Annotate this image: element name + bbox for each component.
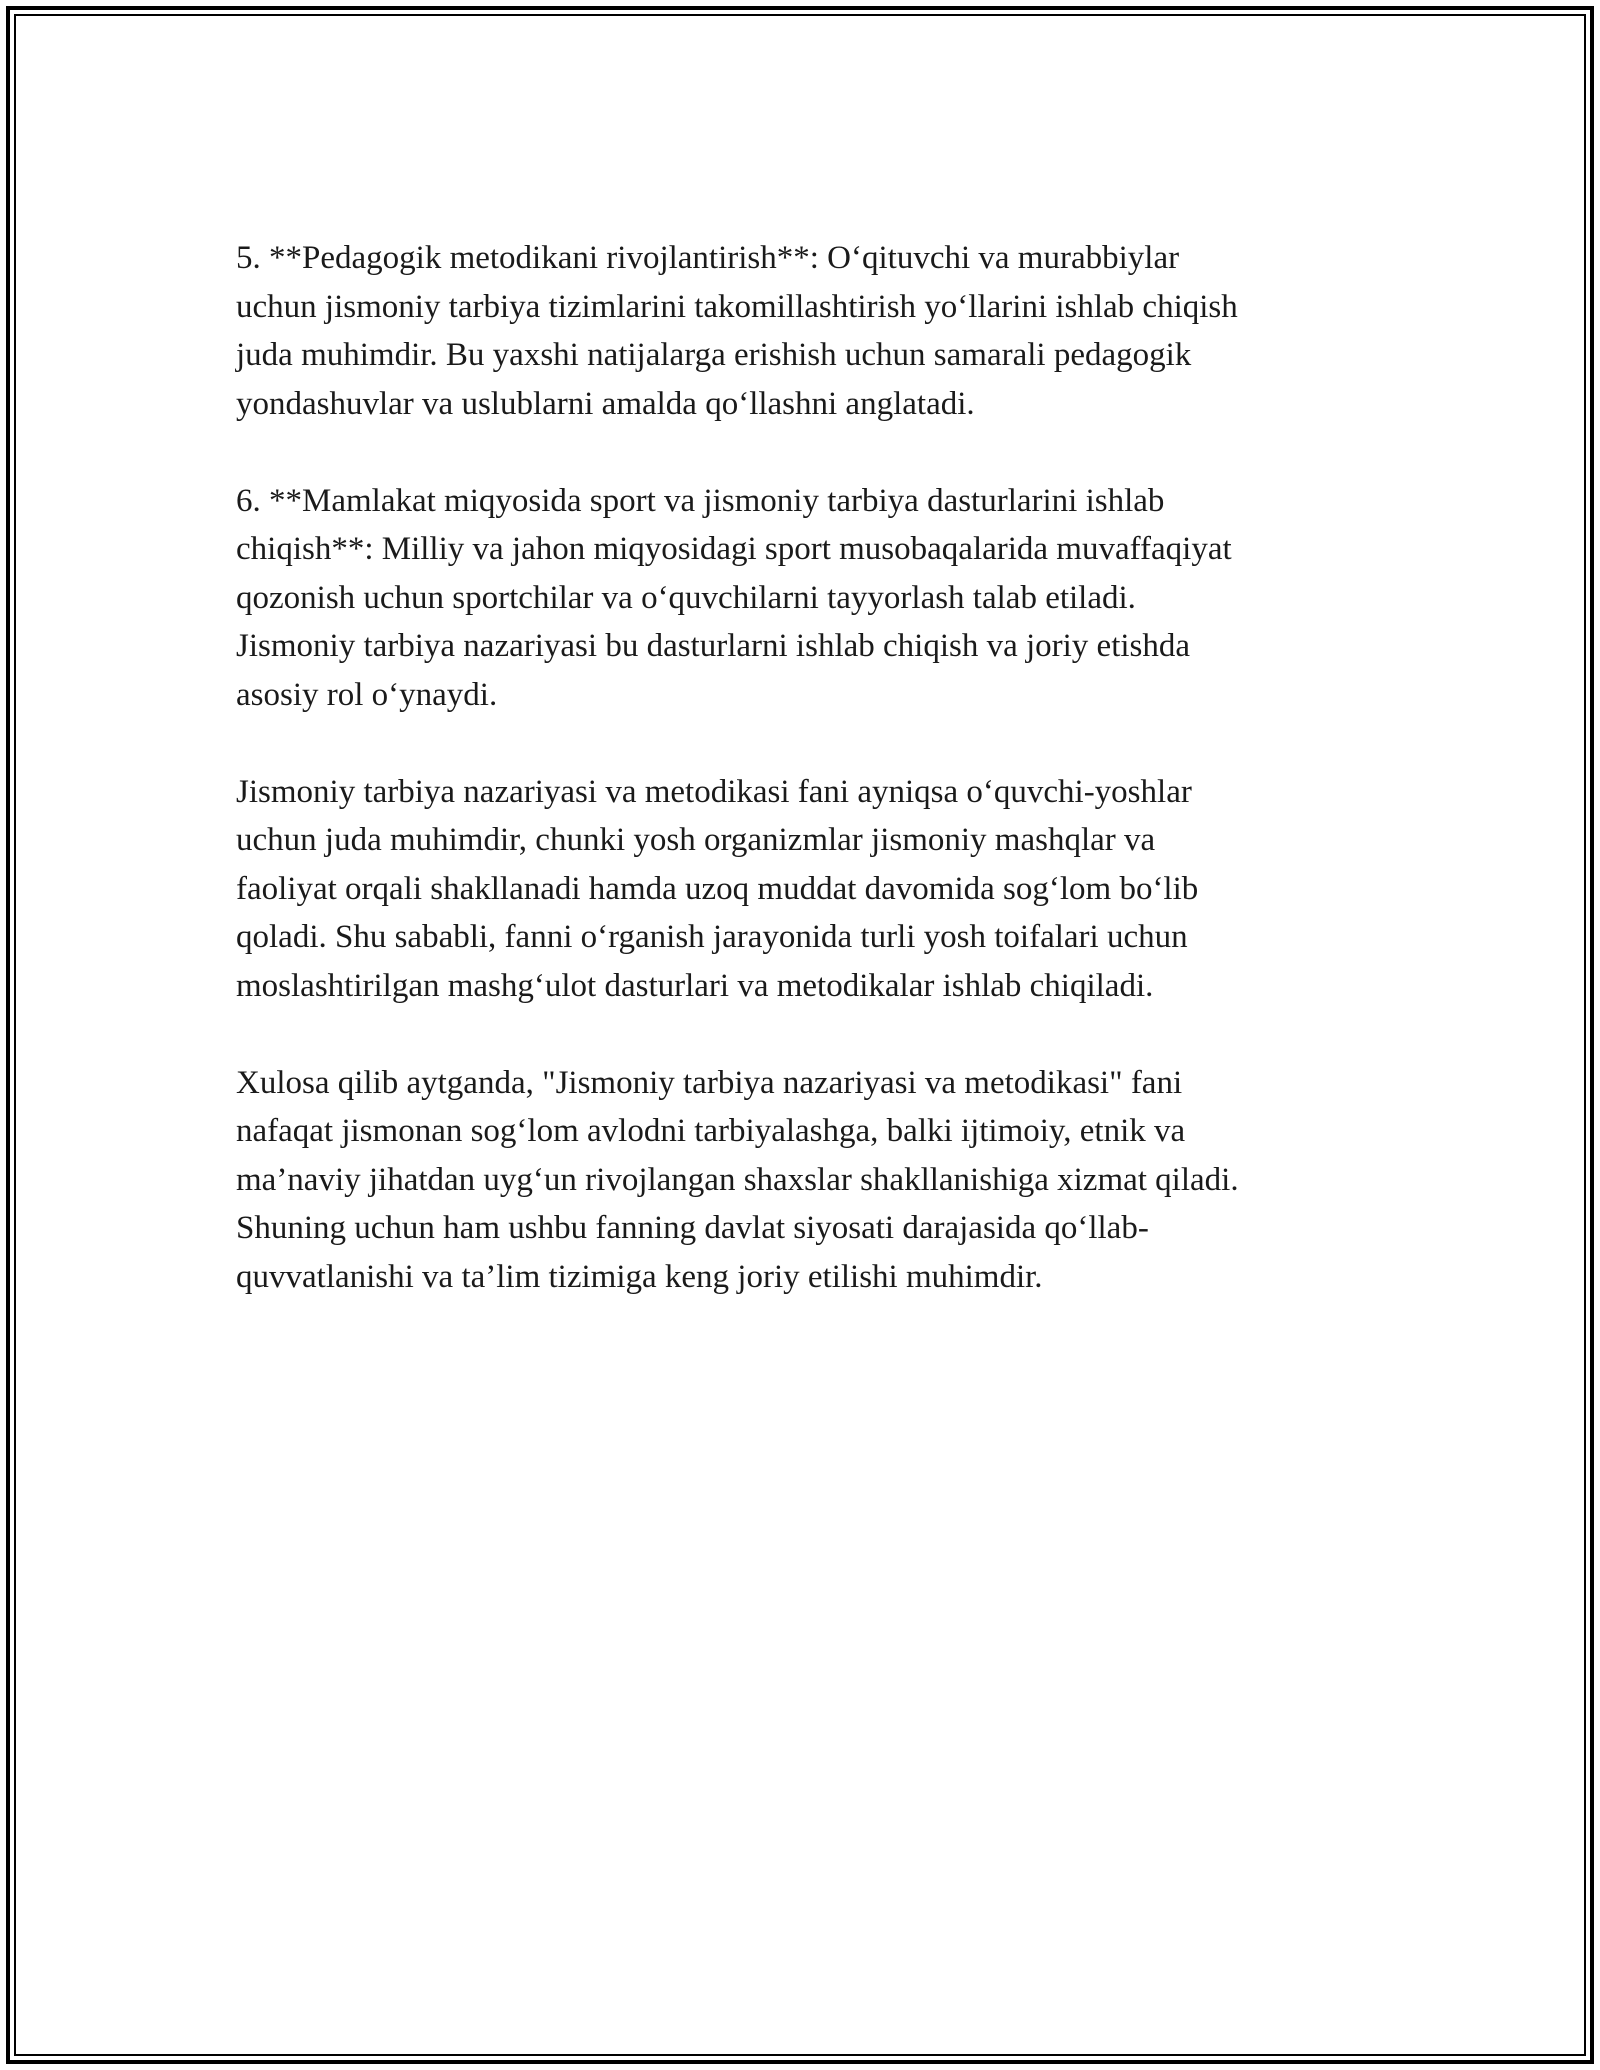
paragraph-conclusion: Xulosa qilib aytganda, "Jismoniy tarbiya nazariyasi va metodikasi" fani nafaqat jismonan sog‘lom avlodni tarbiyalashga, balki ijtimoiy, etnik va ma’naviy jihatdan uyg‘un rivojlangan shaxslar shakllanishiga xizmat qiladi. Shuning uchun ham ushbu fanning davlat siyosati darajasida qo‘llab- quvvatlanishi va ta’lim tizimiga keng joriy etilishi muhimdir. <box>236 1064 1239 1295</box>
paragraph-pedagogical-methodology: 5. **Pedagogik metodikani rivojlantirish**: O‘qituvchi va murabbiylar uchun jismoniy tarbiya tizimlarini takomillashtirish yo‘llarini ishlab chiqish juda muhimdir. Bu yaxshi natijalarga erishish uchun samarali pedagogik yondashuvlar va uslublarni amalda qo‘llashni anglatadi. <box>236 240 1238 422</box>
paragraph-national-sport-programs: 6. **Mamlakat miqyosida sport va jismoniy tarbiya dasturlarini ishlab chiqish**: Milliy va jahon miqyosidagi sport musobaqalarida muvaffaqiyat qozonish uchun sportchilar va o‘quvchilarni tayyorlash talab etiladi. Jismoniy tarbiya nazariyasi bu dasturlarni ishlab chiqish va joriy etishda asosiy rol o‘ynaydi. <box>236 482 1232 713</box>
paragraph-youth-importance: Jismoniy tarbiya nazariyasi va metodikasi fani ayniqsa o‘quvchi-yoshlar uchun juda muhimdir, chunki yosh organizmlar jismoniy mashqlar va faoliyat orqali shakllanadi hamda uzoq muddat davomida sog‘lom bo‘lib qoladi. Shu sababli, fanni o‘rganish jarayonida turli yosh toifalari uchun moslashtirilgan mashg‘ulot dasturlari va metodikalar ishlab chiqiladi. <box>236 773 1199 1004</box>
document-body <box>236 234 1366 1350</box>
